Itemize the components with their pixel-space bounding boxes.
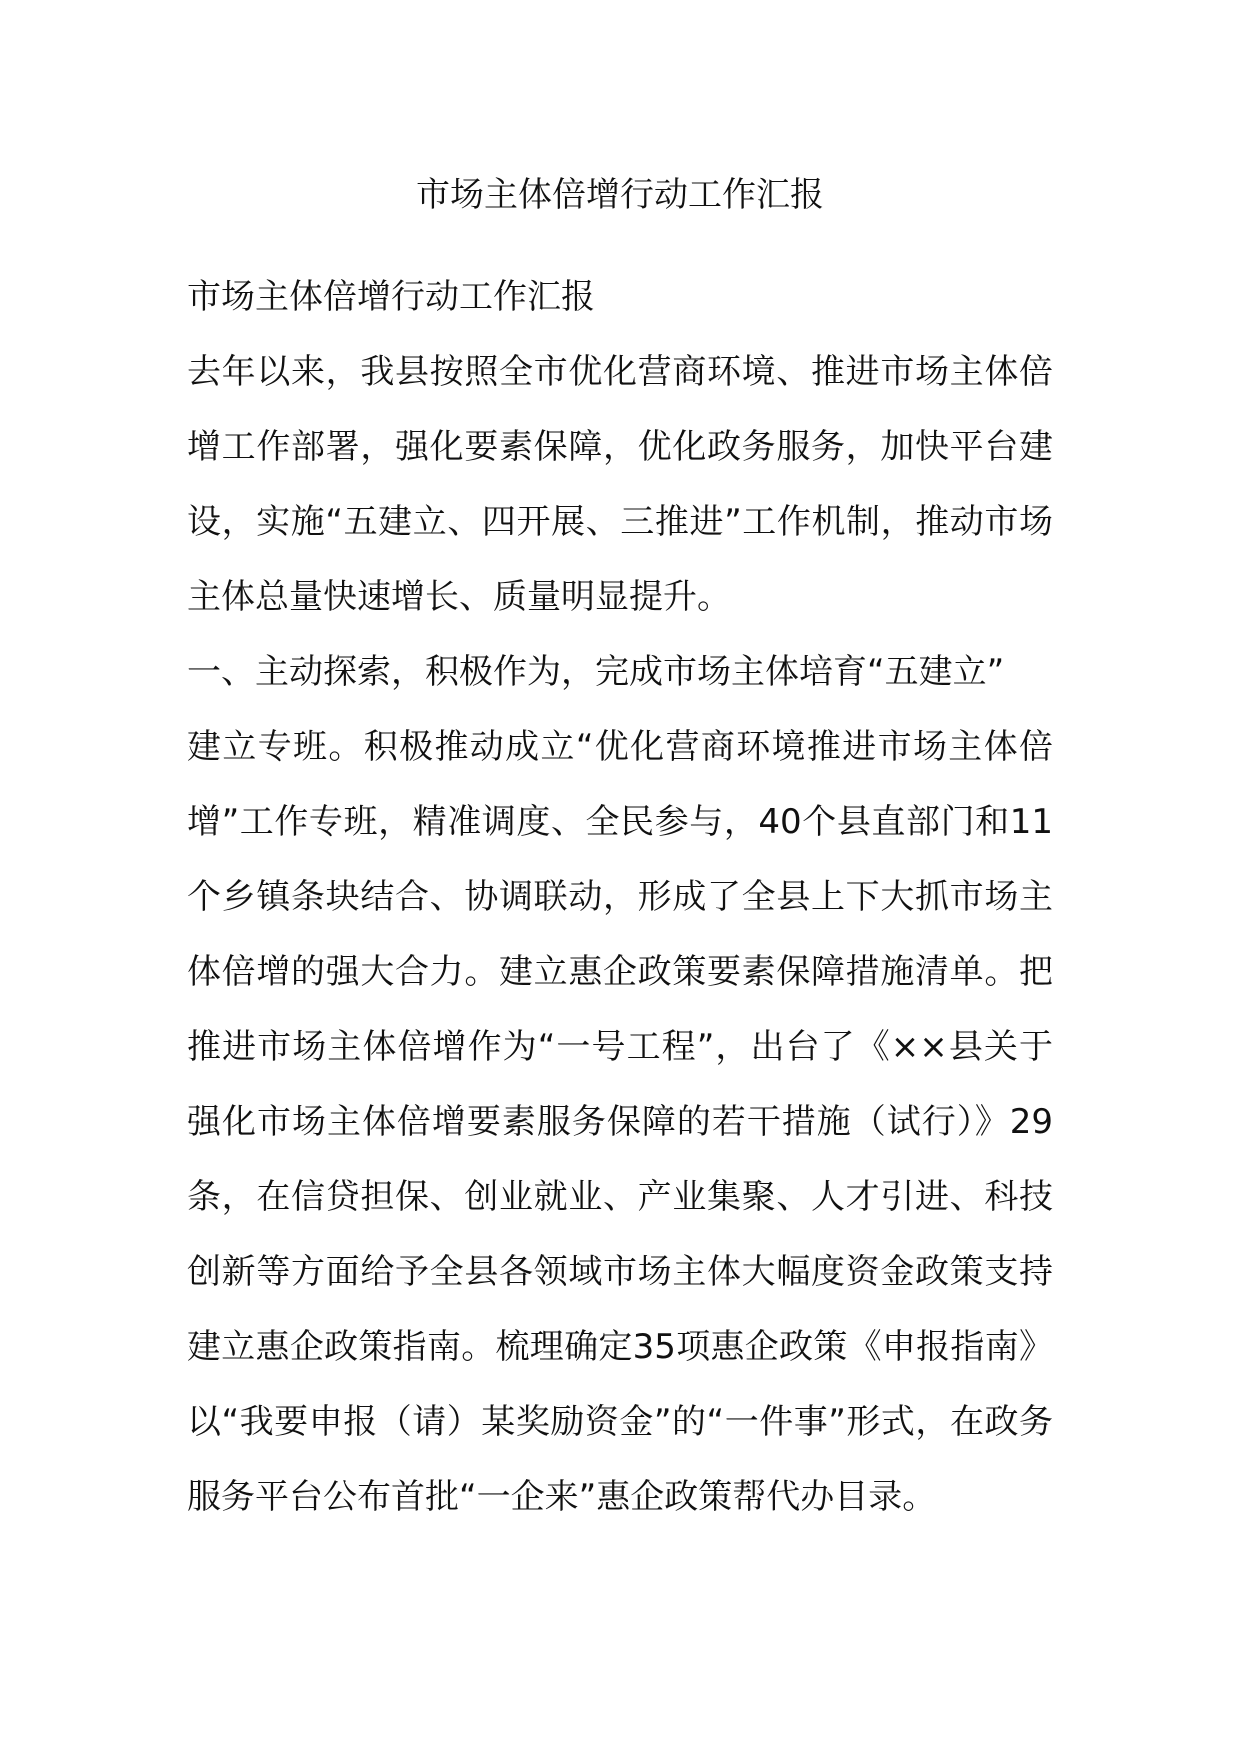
document-body [187,260,1053,1535]
paragraph-intro: 去年以来，我县按照全市优化营商环境、推进市场主体倍增工作部署，强化要素保障，优化政务服务，加快平台建设，实施“五建立、四开展、三推进”工作机制，推动市场主体总量快速增长、质量明显提升。 [187,352,1053,617]
paragraph-body: 建立专班。积极推动成立“优化营商环境推进市场主体倍增”工作专班，精准调度、全民参与，40个县直部门和11个乡镇条块结合、协调联动，形成了全县上下大抓市场主体倍增的强大合力。建立惠企政策要素保障措施清单。把推进市场主体倍增作为“一号工程”，出台了《××县关于强化市场主体倍增要素服务保障的若干措施（试行）》29条，在信贷担保、创业就业、产业集聚、人才引进、科技创新等方面给予全县各领域市场主体大幅度资金政策支持建立惠企政策指南。梳理确定35项惠企政策《申报指南》以“我要申报（请）某奖励资金”的“一件事”形式，在政务服务平台公布首批“一企来”惠企政策帮代办目录。 [187,727,1053,1517]
paragraph-subtitle: 市场主体倍增行动工作汇报 [187,277,595,317]
document-title: 市场主体倍增行动工作汇报 [416,175,824,215]
section-heading-one: 一、主动探索，积极作为，完成市场主体培育“五建立” [187,652,1005,692]
